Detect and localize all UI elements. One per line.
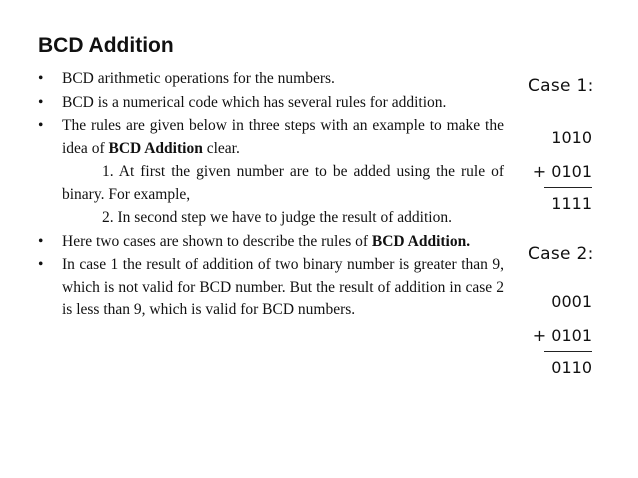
bullet-dot: • [38, 256, 44, 273]
bullet-text: BCD arithmetic operations for the numbers. [62, 70, 335, 87]
bullet-arithmetic [38, 68, 504, 91]
bullet-dot: • [38, 117, 44, 134]
slide-title: BCD Addition [38, 34, 174, 57]
case-2-operand-a: 0001 [551, 292, 592, 311]
step-1: 1. At first the given number are to be added using the rule of binary. For example, [62, 163, 504, 203]
bullet-rules [38, 115, 504, 160]
case-1-sum-line [544, 187, 592, 188]
case-1-operand-a: 1010 [551, 128, 592, 147]
bullet-text: Here two cases are shown to describe the rules of [62, 232, 372, 250]
bullet-two-cases [38, 231, 504, 254]
bullet-text: BCD is a numerical code which has several rules for addition. [62, 93, 447, 111]
bullet-text: The rules are given below in three steps with an example to make the idea of [62, 117, 504, 157]
bullet-text: In case 1 the result of addition of two binary number is greater than 9, which is not valid for BCD number. But the result of addition in case 2 is less than 9, which is valid for BCD numbers. [62, 256, 504, 318]
case-2-label: Case 2: [528, 244, 594, 264]
case-1-label: Case 1: [528, 76, 594, 96]
slide-body [38, 68, 504, 323]
case-1-operand-b: + 0101 [532, 162, 592, 181]
bold-term: BCD Addition. [371, 232, 471, 250]
bullet-numerical-code [38, 92, 504, 115]
case-2-operand-b: + 0101 [532, 326, 592, 345]
bullet-dot: • [38, 93, 44, 111]
case-1-sum: 1111 [551, 194, 592, 213]
case-2-sum: 0110 [551, 358, 592, 377]
case-2-sum-line [544, 351, 592, 352]
bullet-case-explanation [38, 254, 504, 322]
step-2: 2. In second step we have to judge the result of addition. [102, 209, 452, 226]
bullet-dot: • [38, 70, 44, 87]
bullet-dot: • [38, 232, 44, 250]
bullet-text-end: clear. [202, 139, 240, 157]
bold-term: BCD Addition [108, 139, 203, 157]
